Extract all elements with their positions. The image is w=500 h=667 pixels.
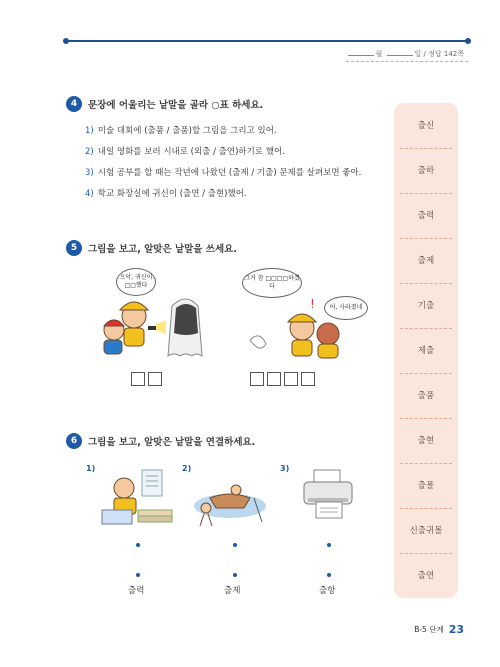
- answer-box[interactable]: [131, 372, 145, 386]
- word-bank-item: 출력: [417, 211, 435, 221]
- word-bank-item: 출품: [417, 391, 435, 401]
- section-4-title: [66, 96, 263, 112]
- printer-illustration: [300, 468, 360, 524]
- teacher-exam-illustration: [98, 466, 178, 528]
- answer-ref: 정답 142쪽: [428, 50, 464, 58]
- word-bank-item: 출현: [417, 436, 435, 446]
- top-rule: [66, 40, 468, 42]
- section-title-text: 그림을 보고, 알맞은 낱말을 연결하세요.: [88, 437, 256, 448]
- speech-bubble: 어, 사라졌네: [324, 296, 368, 320]
- connect-dot-bottom[interactable]: [233, 573, 237, 577]
- answer-word: 출력: [128, 586, 145, 596]
- speech-bubble: 으악, 귀신이 □□했다: [116, 268, 156, 296]
- section-title-text: 문장에 어울리는 낱말을 골라 ○표 하세요.: [88, 100, 264, 111]
- word-bank-divider: [400, 193, 452, 194]
- answer-box[interactable]: [148, 372, 162, 386]
- connect-dot-top[interactable]: [327, 543, 331, 547]
- section-number: 5: [66, 240, 82, 256]
- answer-box[interactable]: [301, 372, 315, 386]
- word-bank-divider: [400, 373, 452, 374]
- word-bank-divider: [400, 508, 452, 509]
- word-bank-item: 출하: [417, 166, 435, 176]
- question-item: 4) 학교 화장실에 귀신이 (출연 / 출현)했어.: [85, 189, 247, 199]
- word-bank-item: 출신: [417, 121, 435, 131]
- day-label: 일: [414, 50, 422, 58]
- word-bank-divider: [400, 148, 452, 149]
- answer-boxes-2: [250, 372, 315, 386]
- answer-word: 출제: [224, 586, 241, 596]
- page-number: 23: [448, 623, 464, 636]
- word-bank-item: 신출귀몰: [409, 526, 443, 536]
- question-item: 2) 내일 영화를 보러 시내로 (외출 / 출연)하기로 했어.: [85, 147, 285, 157]
- question-item: 3) 시험 공부를 할 때는 작년에 나왔던 (출제 / 기출) 문제를 살펴보면 좋아.: [85, 168, 362, 178]
- picture-label: 3): [280, 464, 290, 473]
- svg-text:!: !: [310, 297, 315, 311]
- word-bank-divider: [400, 238, 452, 239]
- connect-dot-bottom[interactable]: [327, 573, 331, 577]
- word-bank-item: 제출: [417, 346, 435, 356]
- connect-dot-top[interactable]: [136, 543, 140, 547]
- word-bank-divider: [400, 418, 452, 419]
- word-bank-divider: [400, 328, 452, 329]
- answer-boxes-1: [131, 372, 162, 386]
- word-bank-divider: [400, 283, 452, 284]
- answer-word: 출항: [319, 586, 336, 596]
- unit-label: B-5 단계: [414, 625, 444, 634]
- section-number: 4: [66, 96, 82, 112]
- picture-label: 1): [86, 464, 96, 473]
- connect-dot-top[interactable]: [233, 543, 237, 547]
- section-number: 6: [66, 433, 82, 449]
- question-item: 1) 미술 대회에 (출품 / 출품)할 그림을 그리고 있어.: [85, 126, 277, 136]
- answer-box[interactable]: [284, 372, 298, 386]
- word-bank-item: 기출: [417, 301, 435, 311]
- page-footer: [414, 623, 464, 636]
- connect-dot-bottom[interactable]: [136, 573, 140, 577]
- boat-launch-illustration: [190, 468, 270, 530]
- section-5-title: [66, 240, 237, 256]
- section-title-text: 그림을 보고, 알맞은 낱말을 쓰세요.: [88, 244, 237, 255]
- date-answer-line: 월 일 / 정답 142쪽: [346, 49, 464, 59]
- answer-box[interactable]: [267, 372, 281, 386]
- word-bank-item: 출제: [417, 256, 435, 266]
- word-bank-item: 출몰: [417, 481, 435, 491]
- section-6-title: [66, 433, 255, 449]
- picture-label: 2): [182, 464, 192, 473]
- answer-box[interactable]: [250, 372, 264, 386]
- word-bank-item: 출연: [417, 571, 435, 581]
- header-divider: [346, 61, 468, 62]
- word-bank-divider: [400, 463, 452, 464]
- word-bank-divider: [400, 553, 452, 554]
- speech-bubble: 그거 참 □□□□하겠다: [242, 268, 302, 298]
- month-label: 월: [375, 50, 383, 58]
